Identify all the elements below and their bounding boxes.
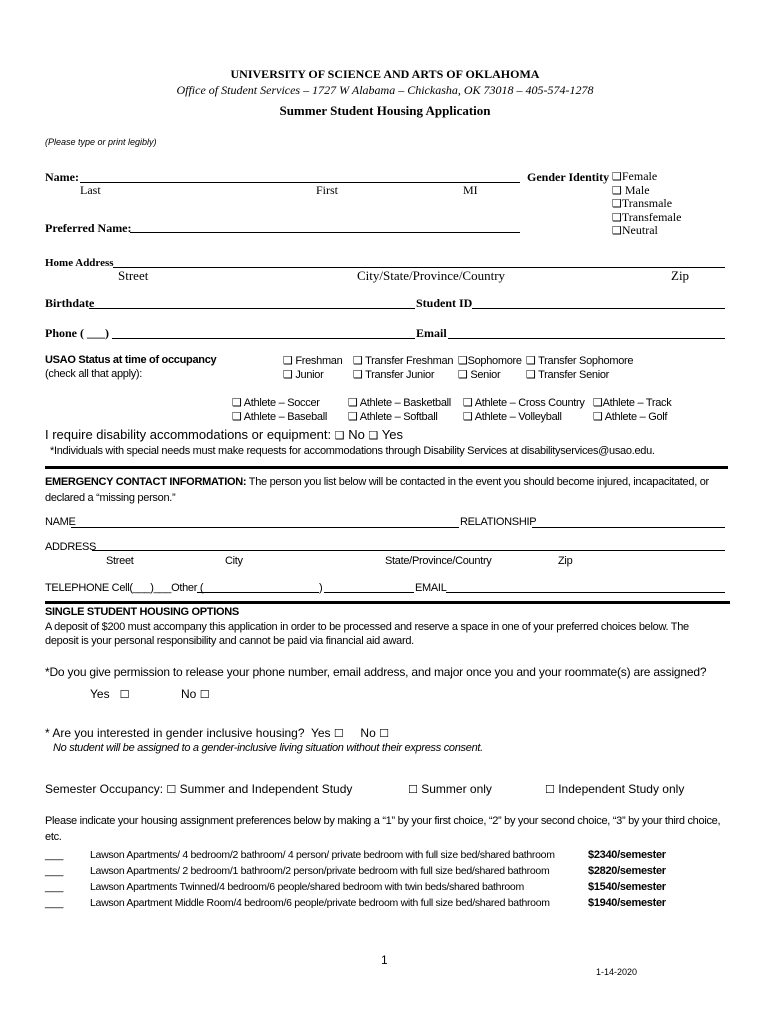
name-label: Name: [45,170,79,184]
birthdate-field[interactable] [89,308,415,309]
disability-question: I require disability accommodations or equipment: ❑ No ❑ Yes [45,427,403,442]
option-price: $1940/semester [588,897,666,909]
athlete-baseball[interactable]: ❑ Athlete – Baseball [232,410,327,423]
rank-blank[interactable]: ___ [45,897,64,909]
instruction-text: (Please type or print legibly) [45,137,157,147]
deposit-text-line2: deposit is your personal responsibility and cannot be paid via financial aid award. [45,635,414,647]
checkbox-icon: ❑ [612,210,622,224]
telephone-other-field[interactable] [197,592,319,593]
athlete-golf[interactable]: ❑ Athlete – Golf [593,410,668,423]
emergency-email-field[interactable] [446,592,725,593]
last-label: Last [80,183,101,197]
checkbox-icon: ❑ [232,396,242,409]
status-transfer-sophomore[interactable]: ❑ Transfer Sophomore [526,354,634,367]
disability-note: *Individuals with special needs must make requests for accommodations through Disability Services at disabilityservices@usao.edu. [50,445,655,457]
box-icon: ☐ [333,727,344,740]
checkbox-icon: ❑ [612,197,622,210]
preference-instruction-line1: Please indicate your housing assignment preferences below by making a “1” by your first choice, “2” by your second choice, “3” by your third choice, [45,815,721,827]
emergency-zip-label: Zip [558,555,573,567]
emergency-state-label: State/Province/Country [385,555,492,567]
emergency-city-label: City [225,555,243,567]
occupancy-summer-only[interactable]: ☐ Summer only [408,782,492,796]
emergency-text-line1: EMERGENCY CONTACT INFORMATION: The person you list below will be contacted in the event you should become injured, incapacitated, or [45,476,709,488]
gender-options [612,170,681,238]
checkbox-icon: ❑ [232,410,242,423]
semester-occupancy: Semester Occupancy: ☐ Summer and Independent Study [45,782,353,796]
checkbox-icon: ❑ [283,368,293,381]
option-description: Lawson Apartment Middle Room/4 bedroom/6 people/private bedroom with full size bed/shared bathroom [90,897,550,909]
checkbox-icon: ❑ [463,396,473,409]
status-sub-label: (check all that apply): [45,368,143,380]
box-icon: ☐ [545,783,555,796]
status-sophomore[interactable]: ❑Sophomore [458,354,522,367]
phone-label: Phone ( ___) [45,326,109,340]
option-price: $2820/semester [588,865,666,877]
gender-inclusive-note: No student will be assigned to a gender-inclusive living situation without their express consent. [53,742,483,754]
checkbox-icon: ❑ [368,429,379,442]
occupancy-summer-independent[interactable]: ☐ Summer and Independent Study [166,782,353,796]
rank-blank[interactable]: ___ [45,849,64,861]
checkbox-icon: ❑ [458,354,468,367]
relationship-label: RELATIONSHIP [460,516,537,528]
university-name: UNIVERSITY OF SCIENCE AND ARTS OF OKLAHOMA [230,67,540,81]
zip-label: Zip [671,268,690,283]
option-description: Lawson Apartments Twinned/4 bedroom/6 people/shared bedroom with twin beds/shared bathroom [90,881,524,893]
phone-field[interactable] [112,338,415,339]
status-transfer-junior[interactable]: ❑ Transfer Junior [353,368,435,381]
athlete-track[interactable]: ❑Athlete – Track [593,396,672,409]
athlete-basketball[interactable]: ❑ Athlete – Basketball [348,396,451,409]
emergency-heading: EMERGENCY CONTACT INFORMATION: [45,476,247,488]
preference-instruction-line2: etc. [45,831,62,843]
occupancy-independent-study[interactable]: ☐ Independent Study only [545,782,685,796]
box-icon: ☐ [379,727,389,740]
relationship-field[interactable] [532,527,725,528]
disability-yes[interactable]: ❑ Yes [368,427,403,442]
box-icon: ☐ [199,688,210,701]
gender-inclusive-no[interactable]: No ☐ [360,726,389,740]
athlete-soccer[interactable]: ❑ Athlete – Soccer [232,396,320,409]
permission-yes[interactable]: Yes ☐ [90,687,130,701]
city-state-label: City/State/Province/Country [357,268,506,283]
emergency-address-label: ADDRESS [45,541,97,553]
first-label: First [316,183,339,197]
box-icon: ☐ [166,783,177,796]
gender-option-neutral[interactable]: ❑Neutral [612,223,658,237]
form-title: Summer Student Housing Application [279,103,491,118]
box-icon: ☐ [119,688,130,701]
checkbox-icon: ❑ [458,368,468,381]
student-id-label: Student ID [416,296,473,310]
gender-option-transmale[interactable]: ❑Transmale [612,196,673,210]
athlete-softball[interactable]: ❑ Athlete – Softball [348,410,438,423]
box-icon: ☐ [408,783,418,796]
revision-date: 1-14-2020 [596,967,638,977]
checkbox-icon: ❑ [526,368,536,381]
checkbox-icon: ❑ [348,410,358,423]
email-label: Email [416,326,447,340]
street-label: Street [118,268,149,283]
housing-heading: SINGLE STUDENT HOUSING OPTIONS [45,606,239,618]
email-field[interactable] [448,338,725,339]
status-freshman[interactable]: ❑ Freshman [283,354,343,367]
checkbox-icon: ❑ [612,224,622,237]
permission-question: *Do you give permission to release your phone number, email address, and major once you and your roommate(s) are assigned? [45,665,707,679]
birthdate-label: Birthdate [45,296,95,310]
status-senior[interactable]: ❑ Senior [458,368,501,381]
checkbox-icon: ❑ [353,368,363,381]
checkbox-icon: ❑ [353,354,363,367]
status-transfer-freshman[interactable]: ❑ Transfer Freshman [353,354,454,367]
gender-option-female[interactable]: ❑Female [612,169,658,183]
disability-no[interactable]: ❑ No [334,427,365,442]
emergency-name-field[interactable] [71,527,459,528]
gender-inclusive-question: * Are you interested in gender inclusive housing? Yes ☐ No ☐ [45,726,389,740]
checkbox-icon: ❑ [593,410,603,423]
gender-identity-label: Gender Identity [527,170,610,184]
telephone-close: ) [319,582,323,594]
checkbox-icon: ❑ [593,396,603,409]
option-description: Lawson Apartments/ 2 bedroom/1 bathroom/2 person/private bedroom with full size bed/shared bathroom [90,865,550,877]
status-junior[interactable]: ❑ Junior [283,368,324,381]
checkbox-icon: ❑ [612,183,622,197]
deposit-text-line1: A deposit of $200 must accompany this application in order to be processed and reserve a space in one of your preferred choices below. The [45,621,689,633]
gender-option-transfemale[interactable]: ❑Transfemale [612,209,682,224]
athlete-cross-country[interactable]: ❑ Athlete – Cross Country [463,396,585,409]
permission-no[interactable]: No ☐ [181,687,210,701]
student-id-field[interactable] [472,308,725,309]
gender-option-male[interactable]: ❑ Male [612,182,650,197]
emergency-name-label: NAME [45,516,76,528]
page-number: 1 [381,953,388,967]
preferred-name-field[interactable] [130,232,520,233]
rank-blank[interactable]: ___ [45,865,64,877]
option-price: $1540/semester [588,881,666,893]
option-description: Lawson Apartments/ 4 bedroom/2 bathroom/ 4 person/ private bedroom with full size bed/shared bathroom [90,849,555,861]
gender-inclusive-yes[interactable]: Yes ☐ [310,726,344,740]
emergency-address-field[interactable] [92,550,725,551]
preferred-name-label: Preferred Name: [45,221,132,235]
checkbox-icon: ❑ [348,396,358,409]
option-price: $2340/semester [588,849,666,861]
status-label: USAO Status at time of occupancy [45,354,217,366]
athlete-volleyball[interactable]: ❑ Athlete – Volleyball [463,410,562,423]
status-transfer-senior[interactable]: ❑ Transfer Senior [526,368,610,381]
telephone-line[interactable] [324,592,414,593]
checkbox-icon: ❑ [283,354,293,367]
emergency-street-label: Street [106,555,134,567]
name-field[interactable] [80,182,520,183]
emergency-text-line2: declared a “missing person.” [45,492,176,504]
section-divider [45,601,730,604]
rank-blank[interactable]: ___ [45,881,64,893]
telephone-label: TELEPHONE Cell(___)___Other ( [45,582,204,594]
checkbox-icon: ❑ [463,410,473,423]
section-divider [45,466,728,469]
checkbox-icon: ❑ [526,354,536,367]
emergency-email-label: EMAIL [415,582,447,594]
checkbox-icon: ❑ [612,170,622,183]
checkbox-icon: ❑ [334,429,345,442]
home-address-label: Home Address [45,257,114,269]
mi-label: MI [463,183,478,197]
office-address: Office of Student Services – 1727 W Alabama – Chickasha, OK 73018 – 405-574-1278 [176,83,594,97]
